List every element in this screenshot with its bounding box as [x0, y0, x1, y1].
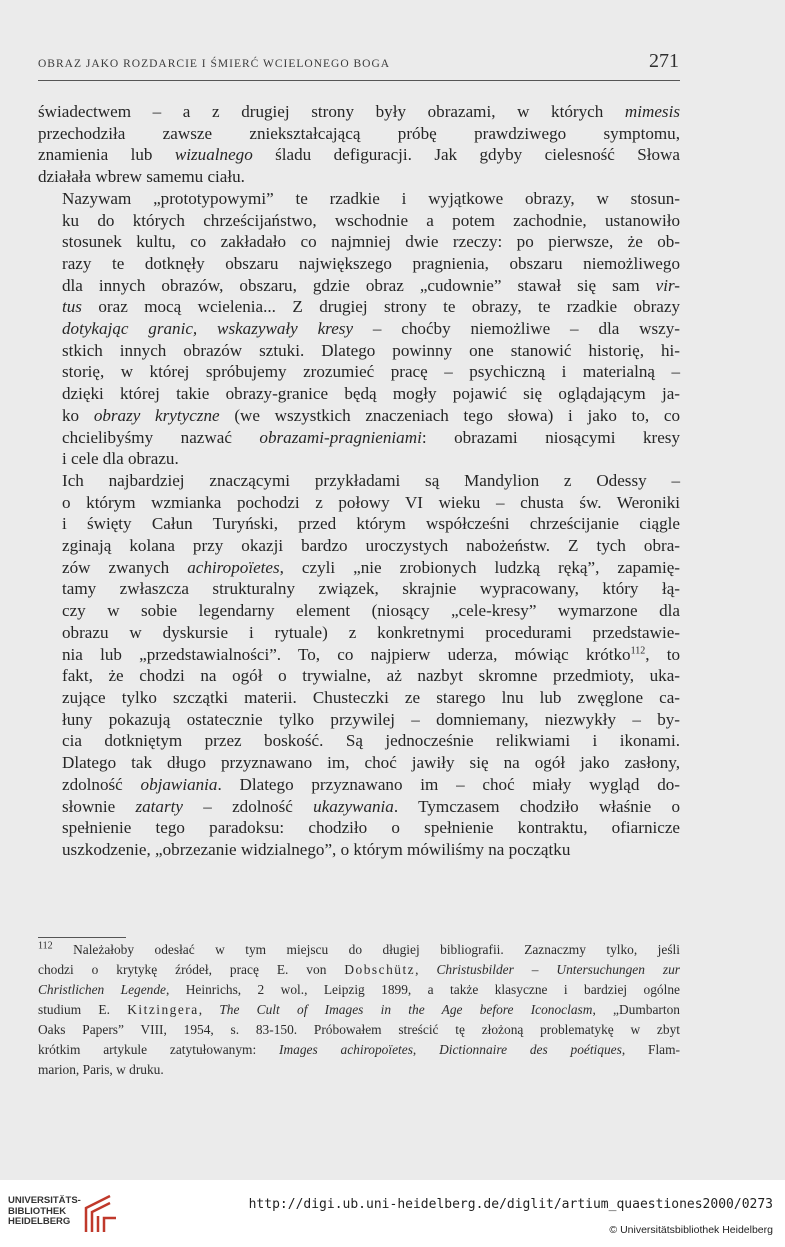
text-line: tus oraz mocą wcielenia... Z drugiej strony te obrazy, te rzadkie obrazy — [62, 297, 680, 317]
text-line: razy te dotknęły obszaru największego pragnienia, obszaru niemożliwego — [62, 253, 680, 273]
text-line: Ich najbardziej znaczącymi przykładami są Mandylion z Odessy – — [62, 470, 680, 490]
text-line: Christlichen Legende, Heinrichs, 2 wol., Leipzig 1899, a także klasyczne i bardziej ogólne — [38, 982, 680, 997]
page-number: 271 — [649, 50, 679, 72]
library-name-line-1: UNIVERSITÄTS- — [8, 1195, 81, 1206]
text-line: uszkodzenie, „obrzezanie widzialnego”, o którym mówiliśmy na początku — [62, 839, 571, 859]
library-name-line-2: BIBLIOTHEK — [8, 1205, 67, 1217]
text-line: zów zwanych achiropoïetes, czyli „nie zrobionych ludzką ręką”, zapamię- — [62, 557, 680, 577]
text-line: $^{112}$ Należałoby odesłać w tym miejscu do długiej bibliografii. Zaznaczmy tylko, jeśli — [38, 940, 680, 957]
text-line: chodzi o krytykę źródeł, pracę E. von Dobschütz, Christusbilder – Untersuchungen zur — [38, 962, 681, 977]
text-line: zujące tylko szczątki materii. Chusteczki ze starego lnu lub zwęglone ca- — [62, 687, 680, 707]
text-line: tamy zwłaszcza strukturalny związek, skrajnie wypracowany, który łą- — [62, 579, 680, 599]
text-line: marion, Paris, w druku. — [38, 1062, 164, 1077]
text-line: czy w sobie legendarny element (niosący „cele-kresy” wymarzone dla — [62, 601, 680, 621]
text-line: zginają kolana przy okazji bardzo uroczystych nabożeństw. Z tych obra- — [62, 536, 680, 556]
text-line: ko obrazy krytyczne (we wszystkich znaczeniach tego słowa) i jako to, co — [62, 405, 681, 425]
text-line: o którym wzmianka pochodzi z połowy VI wieku – chusta św. Weroniki — [62, 492, 680, 512]
text-line: łuny pokazują ostatecznie tylko przywilej – domniemany, niezwykły – by- — [62, 709, 680, 729]
text-line: dla innych obrazów, obszaru, gdzie obraz „cudownie” stawał się sam vir- — [62, 275, 680, 295]
text-line: Nazywam „prototypowymi” te rzadkie i wyjątkowe obrazy, w stosun- — [62, 188, 680, 208]
footnote-number: 112 — [38, 940, 53, 952]
text-line: dzięki której takie obrazy-granice będą mogły pojawić się oglądającym ja- — [62, 384, 680, 404]
text-line: i cele dla obrazu. — [62, 449, 179, 469]
text-line: krótkim artykule zatytułowanym: Images achiropoïetes, Dictionnaire des poétiques, Flam- — [38, 1042, 680, 1057]
text-line: zdolność objawiania. Dlatego przyznawano im – choć miały wygląd do- — [62, 774, 680, 794]
permalink-url[interactable]: http://digi.ub.uni-heidelberg.de/diglit/artium_quaestiones2000/0273 — [248, 1197, 773, 1212]
footnote-text — [38, 940, 680, 1080]
text-line: nia lub „przedstawialności”. To, co najpierw uderza, mówiąc krótko$^{112}$, to — [62, 644, 680, 664]
text-line: Oaks Papers” VIII, 1954, s. 83-150. Próbowałem streścić tę złożoną problematykę w zbyt — [38, 1022, 680, 1037]
text-line: świadectwem – a z drugiej strony były obrazami, w których mimesis — [38, 102, 680, 121]
text-line: ku do których chrześcijaństwo, wschodnie a potem zachodnie, ustanowiło — [62, 210, 680, 230]
paragraph-2 — [38, 188, 680, 470]
library-name — [8, 1196, 81, 1228]
text-line: cia dotkniętym przez boskość. Są jednocześnie relikwiami i ikonami. — [62, 731, 680, 751]
text-line: dotykając granic, wskazywały kresy – choćby niemożliwe – dla wszy- — [62, 319, 681, 339]
library-logo-icon — [80, 1192, 124, 1236]
library-name-line-3: HEIDELBERG — [8, 1216, 71, 1227]
text-line: słownie zatarty – zdolność ukazywania. Tymczasem chodziło właśnie o — [62, 796, 680, 816]
copyright-notice: © Universitätsbibliothek Heidelberg — [609, 1224, 773, 1236]
text-line: znamienia lub wizualnego śladu defiguracji. Jak gdyby cielesność Słowa — [38, 145, 680, 165]
paragraph-1 — [38, 101, 680, 188]
text-line: storię, w której spróbujemy zrozumieć pracę – psychiczną i materialną – — [62, 362, 680, 382]
text-line: działała wbrew samemu ciału. — [38, 167, 245, 187]
paragraph-3 — [38, 470, 680, 861]
digital-library-footer — [0, 1180, 785, 1247]
text-line: spełnienie tego paradoksu: chodziło o spełnienie kontraktu, ofiarnicze — [62, 818, 680, 838]
running-head: OBRAZ JAKO ROZDARCIE I ŚMIERĆ WCIELONEGO BOGA — [38, 58, 391, 70]
text-line: fakt, że chodzi na ogół o trywialne, aż nazbyt skromne przedmioty, uka- — [62, 666, 680, 686]
text-line: przechodziła zawsze zniekształcającą próbę prawdziwego symptomu, — [38, 123, 680, 143]
body-text — [38, 101, 680, 861]
footnote-reference[interactable]: 112 — [630, 644, 646, 656]
text-line: stkich innych obrazów sztuki. Dlatego powinny one stanowić historię, hi- — [62, 340, 680, 360]
footnote-112 — [38, 940, 680, 1080]
header-rule — [38, 80, 680, 81]
text-line: obrazu w dyskursie i rytuale) z konkretnymi procedurami przedstawie- — [62, 622, 680, 642]
text-line: stosunek kultu, co zakładało co najmniej dwie rzeczy: po pierwsze, że ob- — [62, 232, 680, 252]
text-line: Dlatego tak długo przyznawano im, choć jawiły się na ogół jako zasłony, — [62, 753, 680, 773]
footnote-rule — [38, 937, 126, 938]
text-line: i święty Całun Turyński, przed którym współcześni chrześcijanie ciągle — [62, 514, 680, 534]
text-line: chcielibyśmy nazwać obrazami-pragnieniami: obrazami niosącymi kresy — [62, 427, 680, 447]
text-line: studium E. Kitzingera, The Cult of Images in the Age before Iconoclasm, „Dumbarton — [38, 1002, 680, 1017]
